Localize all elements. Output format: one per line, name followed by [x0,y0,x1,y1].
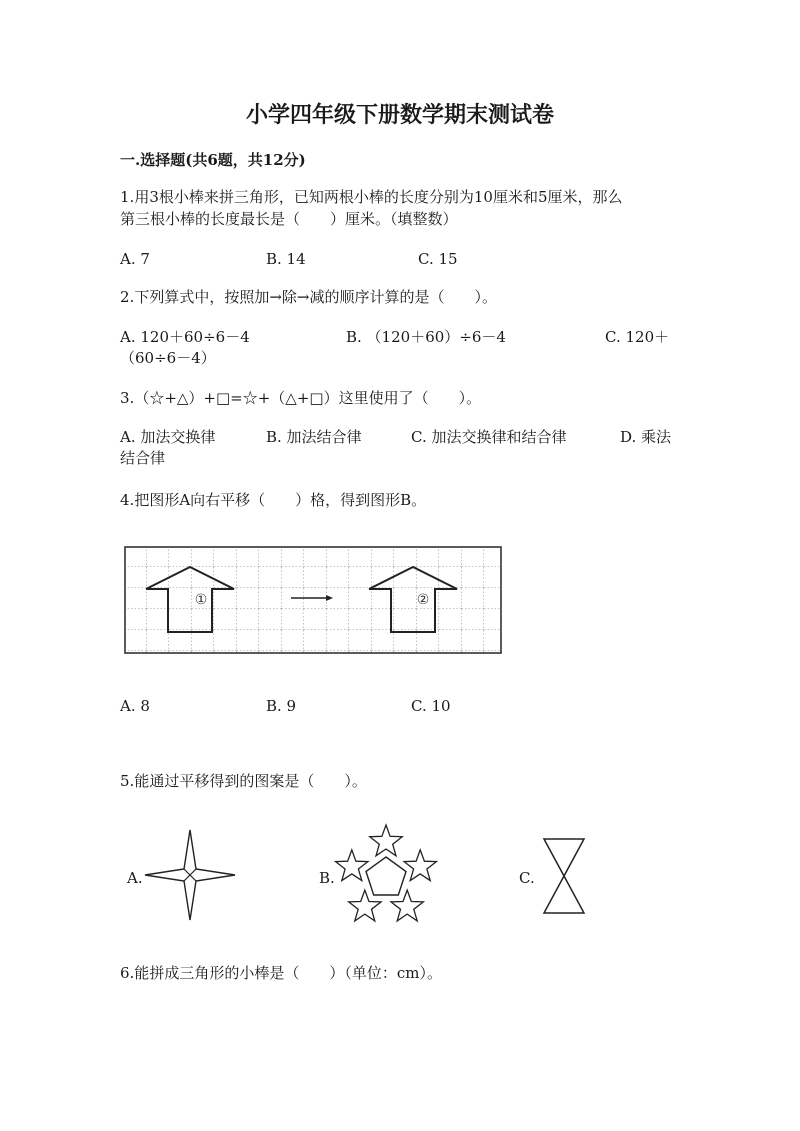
question-number: 4. [120,491,135,509]
shape-label-2: ② [416,592,430,608]
figure-label-c[interactable]: C. [519,869,535,887]
shape-label-1: ① [194,592,208,608]
option-b[interactable]: B. （120＋60）÷6－4 [346,328,506,346]
option-c[interactable]: C. 120＋ [605,328,670,346]
option-b[interactable]: B. 14 [266,250,306,268]
question-text: 把图形A向右平移（ ）格，得到图形B。 [134,491,427,509]
question-text-line [120,490,426,510]
question-number: 6. [120,964,135,982]
question-text-line [120,187,623,207]
question-number: 3. [120,389,135,407]
option-c-continued: （60÷6－4） [120,349,216,367]
section-heading: 一.选择题(共6题，共12分) [120,151,306,169]
option-b[interactable]: B. 加法结合律 [266,428,362,446]
question-text-line [120,963,442,983]
star-shape [336,850,368,881]
question-text-line [120,388,481,408]
figure-label-a[interactable]: A. [127,869,143,887]
option-d[interactable]: D. 乘法 [620,428,672,446]
question-text: 能通过平移得到的图案是（ ）。 [134,772,367,790]
hourglass-figure[interactable] [543,838,585,914]
question-text-line: 第三根小棒的长度最长是（ ）厘米。（填整数） [120,210,458,228]
question-text: （☆+△）+□=☆+（△+□）这里使用了（ ）。 [134,389,482,407]
star-shape [404,850,436,881]
option-a[interactable]: A. 加法交换律 [120,428,216,446]
option-a[interactable]: A. 120＋60÷6－4 [120,328,250,346]
question-text: 下列算式中，按照加→除→减的顺序计算的是（ ）。 [134,288,497,306]
option-c[interactable]: C. 10 [411,697,451,715]
option-c[interactable]: C. 加法交换律和结合律 [411,428,567,446]
translation-grid-figure [124,546,502,654]
option-c[interactable]: C. 15 [418,250,458,268]
question-text-line [120,287,497,307]
grid-background [125,547,501,653]
four-point-star-figure[interactable] [145,830,235,920]
figure-label-b[interactable]: B. [319,869,335,887]
option-a[interactable]: A. 8 [120,697,150,715]
question-text-line [120,771,367,791]
question-number: 2. [120,288,135,306]
option-b[interactable]: B. 9 [266,697,297,715]
question-text: 能拼成三角形的小棒是（ ）（单位：cm）。 [134,964,442,982]
option-d-continued: 结合律 [120,449,166,467]
option-a[interactable]: A. 7 [120,250,150,268]
page-title: 小学四年级下册数学期末测试卷 [245,102,554,128]
question-number: 5. [120,772,135,790]
question-number: 1. [120,188,135,206]
stars-pentagon-figure[interactable] [336,826,436,922]
question-text: 用3根小棒来拼三角形，已知两根小棒的长度分别为10厘米和5厘米，那么 [134,188,623,206]
pentagon-shape [366,857,406,895]
star-shape [370,825,402,856]
